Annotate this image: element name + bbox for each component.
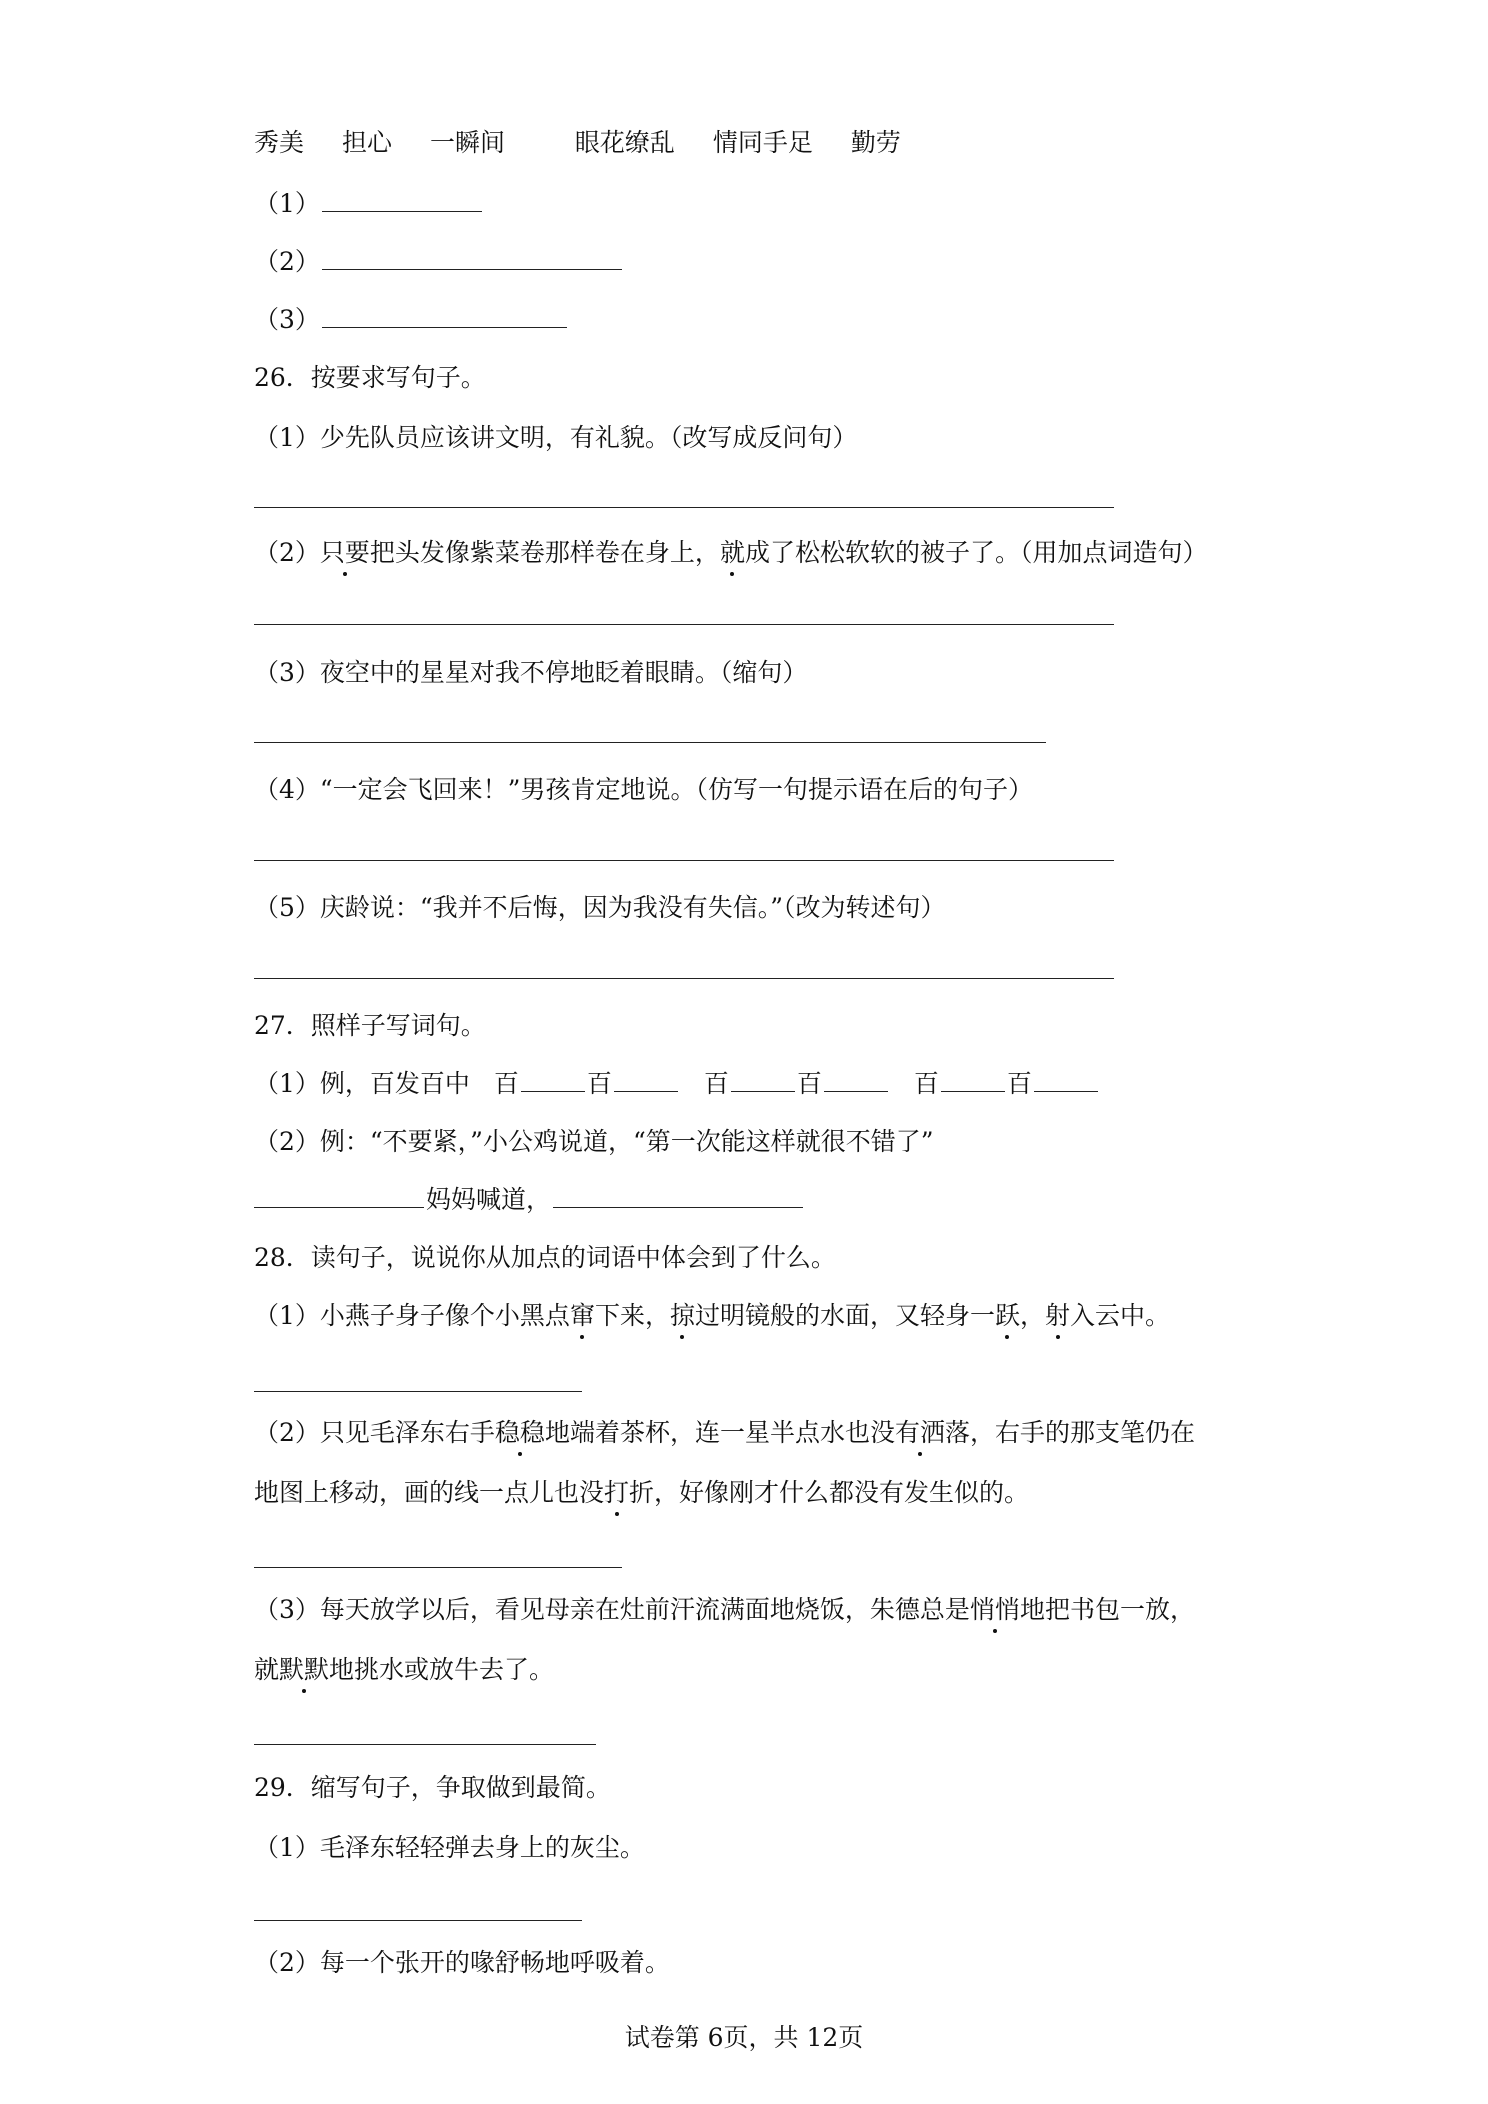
answer-line[interactable]: [254, 978, 1114, 979]
dotted-word: 悄悄: [970, 1592, 1020, 1628]
q25-item-1: [254, 186, 484, 222]
answer-blank[interactable]: [1034, 1067, 1098, 1092]
q26-sentence-3: （3）夜空中的星星对我不停地眨着眼睛。（缩句）: [254, 658, 808, 687]
item-number: （2）: [254, 538, 320, 567]
q28-sentence-2: [254, 1415, 1195, 1451]
answer-line[interactable]: [254, 507, 1114, 508]
word-item: 勤劳: [850, 128, 901, 157]
word-item: 秀美: [254, 128, 305, 157]
q27-sentence-2: （2）例：“不要紧，”小公鸡说道，“第一次能这样就很不错了”: [254, 1127, 934, 1156]
sentence-text: （3）每天放学以后，看见母亲在灶前汗流满面地烧饭，朱德总是: [254, 1595, 970, 1624]
answer-blank[interactable]: [322, 303, 567, 328]
bai-char: 百: [1006, 1069, 1032, 1098]
q28-sentence-1: [254, 1298, 1170, 1334]
answer-blank[interactable]: [322, 245, 622, 270]
sentence-text: 就: [254, 1655, 280, 1684]
sentence-text: ，: [1020, 1301, 1046, 1330]
sentence-text: （2）只见毛泽东右手: [254, 1418, 495, 1447]
sentence-text: 把头发像紫菜卷那样卷在身上，: [369, 538, 720, 567]
answer-line[interactable]: [254, 1567, 622, 1568]
q28-sentence-2-line-2: [254, 1475, 1029, 1511]
answer-line[interactable]: [254, 860, 1114, 861]
sentence-text: 地挑水或放牛去了。: [329, 1655, 555, 1684]
q26-sentence-1: （1）少先队员应该讲文明，有礼貌。（改写成反问句）: [254, 423, 858, 452]
q28-title: 28．读句子，说说你从加点的词语中体会到了什么。: [254, 1243, 836, 1272]
answer-line[interactable]: [254, 1744, 596, 1745]
word-item: 情同手足: [712, 128, 813, 157]
page-footer: 试卷第 6页，共 12页: [624, 2023, 864, 2052]
bai-char: 百: [796, 1069, 822, 1098]
example-text: （1）例，百发百中: [254, 1069, 470, 1098]
answer-blank[interactable]: [553, 1183, 803, 1208]
answer-blank[interactable]: [521, 1067, 585, 1092]
answer-blank[interactable]: [941, 1067, 1005, 1092]
answer-line[interactable]: [254, 1391, 582, 1392]
dotted-word: 默默: [279, 1652, 329, 1688]
answer-line[interactable]: [254, 1920, 582, 1921]
q27-sentence-1: [254, 1066, 1100, 1102]
dotted-word: 就: [720, 535, 745, 571]
q25-item-2: [254, 244, 624, 280]
dotted-word: 窜: [570, 1298, 595, 1334]
q29-sentence-2: （2）每一个张开的喙舒畅地呼吸着。: [254, 1948, 670, 1977]
q26-sentence-5: （5）庆龄说：“我并不后悔，因为我没有失信。”（改为转述句）: [254, 893, 946, 922]
word-item: 眼花缭乱: [574, 128, 675, 157]
answer-blank[interactable]: [254, 1183, 424, 1208]
dotted-word: 稳稳: [495, 1415, 545, 1451]
q26-title: 26．按要求写句子。: [254, 363, 486, 392]
dotted-word: 没打折: [579, 1475, 654, 1511]
sentence-text: 地端着茶杯，连一星半点水也: [544, 1418, 870, 1447]
answer-line[interactable]: [254, 742, 1046, 743]
word-bank: [254, 125, 931, 161]
bai-char: 百: [586, 1069, 612, 1098]
bai-char: 百: [913, 1069, 939, 1098]
word-item: 一瞬间: [429, 128, 505, 157]
q26-sentence-2: [254, 535, 1207, 571]
item-number: （3）: [254, 305, 320, 334]
sentence-text: 地图上移动，画的线一点儿也: [254, 1478, 580, 1507]
sentence-text: 过明镜般的水面，又轻身一: [694, 1301, 995, 1330]
q27-sentence-2-answer: [254, 1182, 805, 1218]
dotted-word: 只要: [320, 535, 370, 571]
answer-blank[interactable]: [731, 1067, 795, 1092]
word-item: 担心: [341, 128, 392, 157]
prompt-text: 妈妈喊道，: [426, 1185, 552, 1214]
sentence-text: 入云中。: [1070, 1301, 1171, 1330]
answer-line[interactable]: [254, 624, 1114, 625]
bai-char: 百: [493, 1069, 519, 1098]
answer-blank[interactable]: [614, 1067, 678, 1092]
dotted-word: 掠: [670, 1298, 695, 1334]
sentence-text: （1）小燕子身子像个小黑点: [254, 1301, 570, 1330]
sentence-text: 成了松松软软的被子了。（用加点词造句）: [744, 538, 1208, 567]
bai-char: 百: [703, 1069, 729, 1098]
q29-title: 29．缩写句子，争取做到最简。: [254, 1773, 611, 1802]
q29-sentence-1: （1）毛泽东轻轻弹去身上的灰尘。: [254, 1833, 645, 1862]
item-number: （1）: [254, 189, 320, 218]
sentence-text: ，右手的那支笔仍在: [969, 1418, 1195, 1447]
answer-blank[interactable]: [824, 1067, 888, 1092]
item-number: （2）: [254, 247, 320, 276]
q27-title: 27．照样子写词句。: [254, 1011, 486, 1040]
q28-sentence-3-line-2: [254, 1652, 554, 1688]
dotted-word: 射: [1045, 1298, 1070, 1334]
q28-sentence-3: [254, 1592, 1195, 1628]
q26-sentence-4: （4）“一定会飞回来！”男孩肯定地说。（仿写一句提示语在后的句子）: [254, 775, 1033, 804]
answer-blank[interactable]: [322, 187, 482, 212]
q25-item-3: [254, 302, 569, 338]
dotted-word: 跃: [995, 1298, 1020, 1334]
sentence-text: 下来，: [594, 1301, 670, 1330]
sentence-text: 地把书包一放，: [1019, 1595, 1195, 1624]
sentence-text: ，好像刚才什么都没有发生似的。: [654, 1478, 1030, 1507]
dotted-word: 没有洒落: [870, 1415, 970, 1451]
